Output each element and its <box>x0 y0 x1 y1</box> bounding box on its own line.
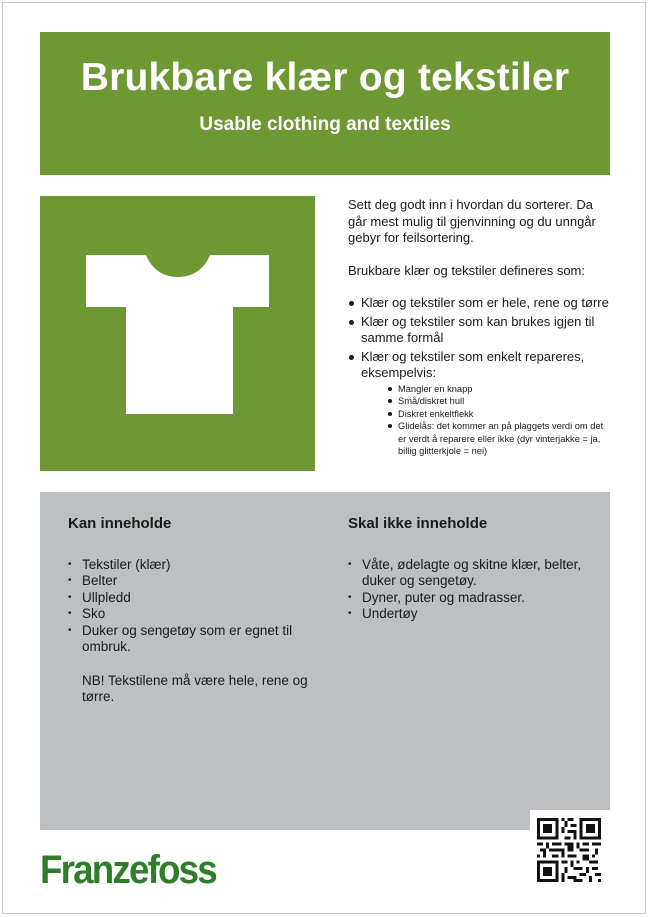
qr-code[interactable] <box>530 810 610 890</box>
list-item-label: Klær og tekstiler som enkelt repareres, eksempelvis: <box>361 348 585 380</box>
list-item: • Belter <box>82 573 308 590</box>
franzefoss-logo: Franzefoss <box>40 848 216 892</box>
tshirt-icon-box <box>40 196 315 471</box>
qr-code-icon <box>537 818 601 882</box>
list-item: • Sko <box>82 606 308 623</box>
must-not-contain-list <box>348 557 593 623</box>
list-item: Små/diskret hull <box>398 395 613 408</box>
condition-note: NB! Tekstilene må være hele, rene og tørre. <box>82 672 308 704</box>
list-item: • Ullpledd <box>82 590 308 607</box>
header-banner <box>40 32 610 175</box>
list-item: Klær og tekstiler som kan brukes igjen til samme formål <box>361 314 613 347</box>
intro-text <box>348 197 613 460</box>
can-contain-heading: Kan inneholde <box>68 515 172 532</box>
sorting-panel <box>40 492 610 830</box>
list-item: • Duker og sengetøy som er egnet til ombruk. <box>82 623 308 656</box>
intro-paragraph: Sett deg godt inn i hvordan du sorterer. Da går mest mulig til gjenvinning og du unngår gebyr for feilsortering. <box>348 197 596 245</box>
list-item: • Dyner, puter og madrasser. <box>362 590 593 607</box>
must-not-contain-heading: Skal ikke inneholde <box>348 515 488 532</box>
list-item: • Undertøy <box>362 606 593 623</box>
repair-examples-list <box>361 383 613 458</box>
list-item: Diskret enkeltflekk <box>398 408 613 421</box>
definition-lead: Brukbare klær og tekstiler defineres som: <box>348 262 585 278</box>
list-item: Glidelås: det kommer an på plaggets verdi om det er verdt å reparere eller ikke (dyr vinterjakke = ja, billig glitterkjole = nei) <box>398 420 613 458</box>
can-contain-list <box>68 557 308 656</box>
list-item: Mangler en knapp <box>398 383 613 396</box>
can-contain-column <box>68 516 308 706</box>
list-item <box>361 349 613 458</box>
tshirt-icon <box>40 196 315 471</box>
definition-list <box>348 295 613 458</box>
page-subtitle: Usable clothing and textiles <box>199 114 451 135</box>
must-not-contain-column <box>348 516 593 623</box>
list-item: • Våte, ødelagte og skitne klær, belter, duker og sengetøy. <box>362 557 593 590</box>
page-title: Brukbare klær og tekstiler <box>80 56 570 99</box>
list-item: Klær og tekstiler som er hele, rene og tørre <box>361 295 613 312</box>
list-item: • Tekstiler (klær) <box>82 557 308 574</box>
